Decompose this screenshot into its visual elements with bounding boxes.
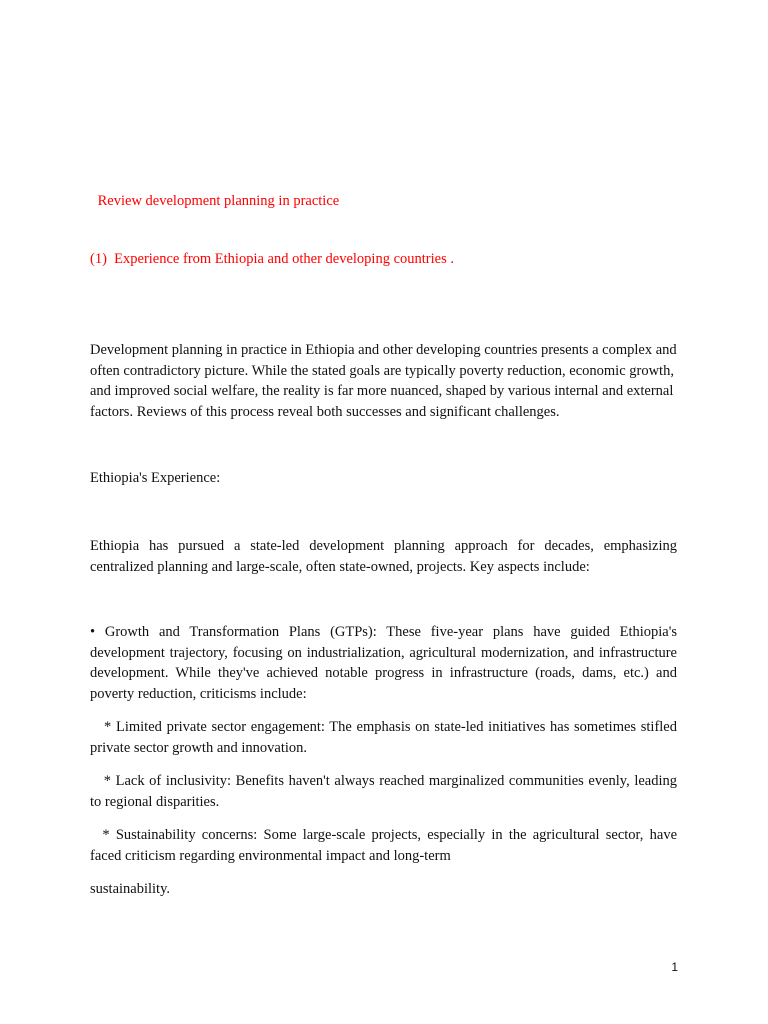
heading-review-development-planning: Review development planning in practice <box>94 193 340 209</box>
sub-bullet-sustainability: * Sustainability concerns: Some large-scale projects, especially in the agricultural sector, have faced criticism regarding environmental impact and long-term <box>90 827 681 864</box>
section-heading-ethiopia: Ethiopia's Experience: <box>90 470 221 486</box>
sustainability-continuation: sustainability. <box>90 881 171 897</box>
heading-experience-ethiopia: (1) Experience from Ethiopia and other developing countries . <box>90 251 454 267</box>
bullet-growth-transformation-plans: • Growth and Transformation Plans (GTPs): These five-year plans have guided Ethiopia's development trajectory, focusing on industrialization, agricultural modernization, and infrastructure development. While they've achieved notable progress in infrastructure (roads, dams, etc.) and poverty reduction, criticisms include: <box>90 624 677 702</box>
intro-paragraph: Development planning in practice in Ethiopia and other developing countries presents a complex and often contradictory picture. While the stated goals are typically poverty reduction, economic growth, and improved social welfare, the reality is far more nuanced, shaped by various internal and external factors. Reviews of this process reveal both successes and significant challenges. <box>90 342 677 420</box>
sub-bullet-private-sector: * Limited private sector engagement: The emphasis on state-led initiatives has sometimes stifled private sector growth and innovation. <box>90 719 681 756</box>
page-number: 1 <box>671 960 678 974</box>
sub-bullet-inclusivity: * Lack of inclusivity: Benefits haven't always reached marginalized communities evenly, leading to regional disparities. <box>90 773 681 810</box>
ethiopia-paragraph: Ethiopia has pursued a state-led development planning approach for decades, emphasizing centralized planning and large-scale, often state-owned, projects. Key aspects include: <box>90 538 677 575</box>
